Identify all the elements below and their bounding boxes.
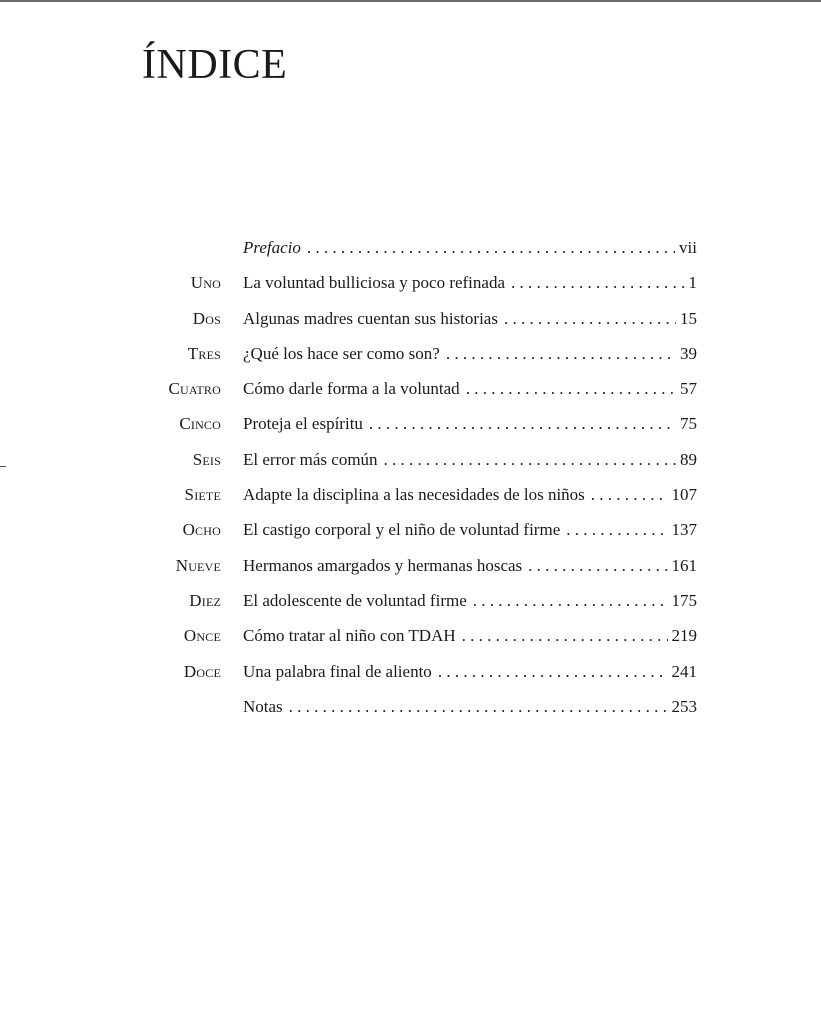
toc-row-cuatro — [0, 371, 821, 406]
toc-row-siete — [0, 477, 821, 512]
entry-title: Adapte la disciplina a las necesidades de los niños — [243, 485, 585, 505]
toc-row-nueve — [0, 548, 821, 583]
table-of-contents — [0, 230, 821, 724]
chapter-label: Siete — [184, 485, 221, 505]
toc-row-prefacio — [0, 230, 821, 265]
entry-title: Cómo darle forma a la voluntad — [243, 379, 460, 399]
entry-title: Prefacio — [243, 238, 301, 257]
toc-row-dos — [0, 301, 821, 336]
chapter-label: Tres — [187, 343, 221, 363]
page-title: ÍNDICE — [142, 42, 288, 88]
toc-row-notas — [0, 689, 821, 724]
page-number: vii — [679, 238, 697, 257]
page-number: 253 — [671, 696, 697, 716]
toc-row-tres — [0, 336, 821, 371]
chapter-label: Uno — [190, 273, 221, 293]
entry-title: Algunas madres cuentan sus historias — [243, 308, 498, 328]
toc-entry — [243, 238, 697, 258]
dot-leader — [566, 520, 667, 540]
toc-row-diez — [0, 583, 821, 618]
entry-title: ¿Qué los hace ser como son? — [243, 343, 440, 363]
page-number: 175 — [671, 590, 697, 610]
toc-entry — [243, 485, 697, 505]
chapter-label: Diez — [189, 590, 221, 610]
dot-leader — [591, 485, 668, 505]
page-number: 39 — [680, 343, 697, 363]
toc-entry — [243, 273, 697, 293]
toc-entry — [243, 450, 697, 470]
page-number: 57 — [680, 379, 697, 399]
entry-title: El castigo corporal y el niño de voluntad firme — [243, 520, 561, 540]
dot-leader — [369, 414, 676, 434]
entry-title: El error más común — [243, 449, 378, 469]
entry-title: Cómo tratar al niño con TDAH — [243, 626, 456, 646]
chapter-label: Cuatro — [168, 379, 221, 399]
chapter-label: Once — [183, 626, 221, 646]
chapter-label: Dos — [192, 308, 221, 328]
page-number: 241 — [671, 661, 697, 681]
toc-row-ocho — [0, 512, 821, 547]
chapter-label: Ocho — [182, 520, 221, 540]
entry-title: La voluntad bulliciosa y poco refinada — [243, 273, 505, 293]
page-number: 1 — [688, 273, 697, 293]
toc-entry — [243, 344, 697, 364]
toc-entry — [243, 379, 697, 399]
page-number: 137 — [671, 520, 697, 540]
page-number: 161 — [671, 555, 697, 575]
chapter-label: Nueve — [175, 555, 221, 575]
toc-entry — [243, 626, 697, 646]
toc-row-once — [0, 618, 821, 653]
toc-entry — [243, 520, 697, 540]
toc-entry — [243, 414, 697, 434]
dot-leader — [528, 556, 667, 576]
page-number: 219 — [671, 626, 697, 646]
entry-title: El adolescente de voluntad firme — [243, 590, 467, 610]
dot-leader — [473, 591, 668, 611]
entry-title: Hermanos amargados y hermanas hoscas — [243, 555, 523, 575]
page-number: 15 — [680, 308, 697, 328]
page-number: 89 — [680, 449, 697, 469]
toc-entry — [243, 697, 697, 717]
toc-entry — [243, 309, 697, 329]
dot-leader — [462, 626, 668, 646]
dot-leader — [289, 697, 668, 717]
chapter-label: Seis — [192, 449, 221, 469]
toc-row-doce — [0, 654, 821, 689]
chapter-label: Doce — [183, 661, 221, 681]
entry-title: Proteja el espíritu — [243, 414, 363, 434]
toc-entry — [243, 662, 697, 682]
toc-entry — [243, 591, 697, 611]
dot-leader — [511, 273, 685, 293]
toc-row-seis — [0, 442, 821, 477]
dot-leader — [438, 662, 668, 682]
toc-row-uno — [0, 265, 821, 300]
dot-leader — [307, 238, 675, 258]
page-number: 107 — [671, 485, 697, 505]
toc-entry — [243, 556, 697, 576]
dot-leader — [504, 309, 676, 329]
dot-leader — [384, 450, 676, 470]
top-rule — [0, 0, 821, 2]
dot-leader — [446, 344, 676, 364]
dot-leader — [466, 379, 676, 399]
chapter-label: Cinco — [179, 414, 221, 434]
entry-title: Una palabra final de aliento — [243, 661, 432, 681]
toc-row-cinco — [0, 406, 821, 441]
entry-title: Notas — [243, 696, 283, 716]
page-number: 75 — [680, 414, 697, 434]
